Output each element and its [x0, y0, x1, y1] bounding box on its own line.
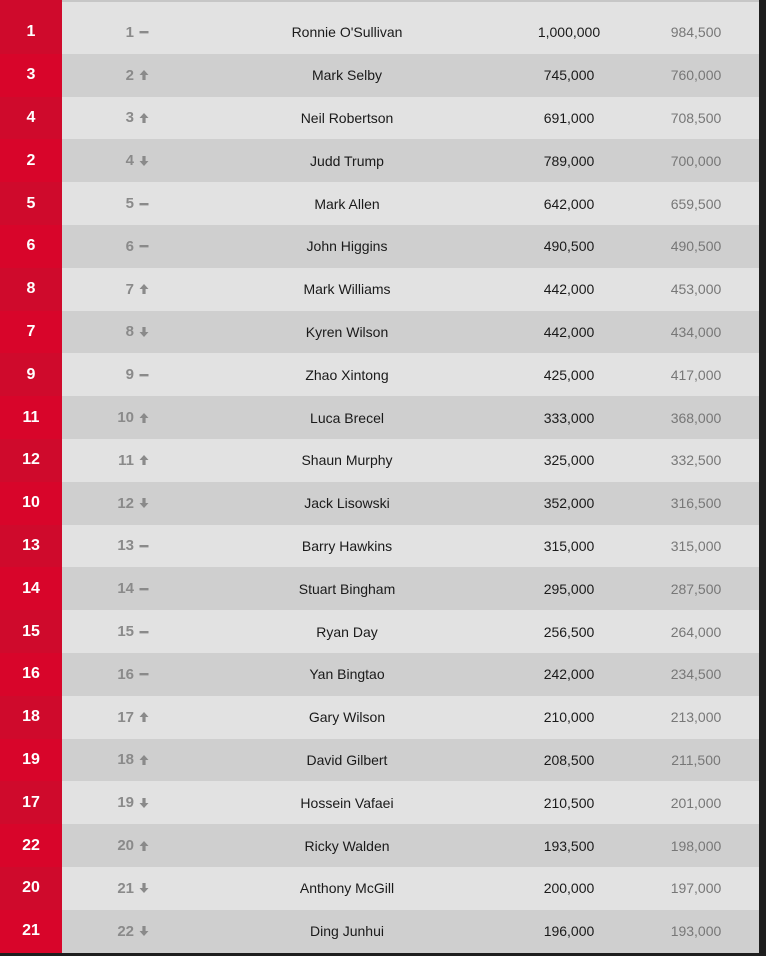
table-row[interactable]	[0, 696, 759, 739]
table-row[interactable]	[0, 867, 759, 910]
row-body	[62, 182, 759, 225]
points-primary: 333,000	[543, 409, 595, 426]
row-body	[62, 824, 759, 867]
player-name[interactable]: Hossein Vafaei	[300, 794, 394, 811]
table-row[interactable]	[0, 824, 759, 867]
table-row[interactable]	[0, 439, 759, 482]
points-secondary: 315,000	[670, 537, 722, 554]
player-name[interactable]: Barry Hawkins	[301, 537, 393, 554]
points-secondary: 332,500	[670, 452, 722, 469]
points-primary: 352,000	[543, 495, 595, 512]
position-number: 8	[125, 323, 134, 341]
previous-rank: 19	[0, 739, 62, 782]
arrow-up-icon	[138, 69, 150, 81]
table-row[interactable]	[0, 311, 759, 354]
points-secondary: 659,500	[670, 195, 722, 212]
points-primary: 242,000	[543, 666, 595, 683]
position-cell	[102, 739, 150, 782]
position-cell	[102, 11, 150, 54]
row-body	[62, 139, 759, 182]
previous-rank: 14	[0, 567, 62, 610]
arrow-down-icon	[138, 925, 150, 937]
position-cell	[102, 525, 150, 568]
previous-rank: 20	[0, 867, 62, 910]
table-row[interactable]	[0, 910, 759, 953]
table-row[interactable]	[0, 610, 759, 653]
player-name[interactable]: Kyren Wilson	[305, 323, 389, 340]
player-name[interactable]: Gary Wilson	[308, 709, 386, 726]
player-name[interactable]: Ronnie O'Sullivan	[291, 24, 403, 41]
row-body	[62, 439, 759, 482]
position-cell	[102, 910, 150, 953]
points-primary: 256,500	[543, 623, 595, 640]
arrow-up-icon	[138, 412, 150, 424]
position-number: 19	[117, 794, 134, 812]
points-primary: 196,000	[543, 923, 595, 940]
position-number: 2	[125, 66, 134, 84]
previous-rank: 22	[0, 824, 62, 867]
points-secondary: 316,500	[670, 495, 722, 512]
position-cell	[102, 97, 150, 140]
row-body	[62, 739, 759, 782]
player-name[interactable]: Mark Allen	[314, 195, 380, 212]
arrow-up-icon	[138, 840, 150, 852]
arrow-down-icon	[138, 497, 150, 509]
points-primary: 642,000	[543, 195, 595, 212]
table-row[interactable]	[0, 11, 759, 54]
position-cell	[102, 54, 150, 97]
table-row[interactable]	[0, 353, 759, 396]
row-body	[62, 268, 759, 311]
points-secondary: 453,000	[670, 281, 722, 298]
position-number: 13	[117, 537, 134, 555]
row-body	[62, 11, 759, 54]
previous-rank: 3	[0, 54, 62, 97]
position-cell	[102, 867, 150, 910]
row-body	[62, 653, 759, 696]
position-number: 12	[117, 494, 134, 512]
points-secondary: 193,000	[670, 923, 722, 940]
player-name[interactable]: Ryan Day	[316, 623, 378, 640]
player-name[interactable]: Shaun Murphy	[301, 452, 393, 469]
previous-rank: 4	[0, 97, 62, 140]
points-secondary: 417,000	[670, 366, 722, 383]
table-row[interactable]	[0, 268, 759, 311]
points-primary: 691,000	[543, 109, 595, 126]
player-name[interactable]: Yan Bingtao	[309, 666, 385, 683]
dash-icon	[138, 540, 150, 552]
position-number: 15	[117, 623, 134, 641]
player-name[interactable]: Luca Brecel	[310, 409, 384, 426]
table-row[interactable]	[0, 182, 759, 225]
row-body	[62, 396, 759, 439]
row-body	[62, 54, 759, 97]
points-secondary: 211,500	[671, 751, 721, 768]
position-cell	[102, 482, 150, 525]
position-cell	[102, 653, 150, 696]
points-secondary: 264,000	[670, 623, 722, 640]
points-secondary: 197,000	[670, 880, 722, 897]
arrow-up-icon	[138, 454, 150, 466]
previous-rank: 11	[0, 396, 62, 439]
position-number: 9	[125, 366, 134, 384]
position-number: 14	[117, 580, 134, 598]
previous-rank: 12	[0, 439, 62, 482]
player-name[interactable]: Jack Lisowski	[304, 495, 390, 512]
position-number: 11	[118, 451, 134, 469]
dash-icon	[138, 583, 150, 595]
points-primary: 1,000,000	[537, 24, 601, 41]
table-row[interactable]	[0, 739, 759, 782]
position-number: 4	[125, 152, 134, 170]
arrow-down-icon	[138, 326, 150, 338]
table-row[interactable]	[0, 225, 759, 268]
points-primary: 295,000	[543, 580, 595, 597]
previous-rank: 13	[0, 525, 62, 568]
arrow-down-icon	[138, 155, 150, 167]
points-secondary: 287,500	[670, 580, 722, 597]
previous-rank: 18	[0, 696, 62, 739]
table-row[interactable]	[0, 525, 759, 568]
position-cell	[102, 311, 150, 354]
player-name[interactable]: Neil Robertson	[300, 109, 394, 126]
table-row[interactable]	[0, 54, 759, 97]
points-secondary: 368,000	[670, 409, 722, 426]
player-name[interactable]: Judd Trump	[310, 152, 384, 169]
points-primary: 442,000	[543, 323, 595, 340]
arrow-down-icon	[138, 882, 150, 894]
arrow-up-icon	[138, 711, 150, 723]
player-name[interactable]: Anthony McGill	[299, 880, 395, 897]
position-number: 5	[125, 195, 134, 213]
points-primary: 745,000	[543, 67, 595, 84]
position-number: 21	[117, 879, 134, 897]
table-row[interactable]	[0, 396, 759, 439]
position-cell	[102, 824, 150, 867]
position-number: 20	[117, 837, 134, 855]
points-secondary: 234,500	[670, 666, 722, 683]
position-number: 22	[117, 922, 134, 940]
previous-rank: 17	[0, 781, 62, 824]
position-number: 10	[117, 409, 134, 427]
row-body	[62, 482, 759, 525]
dash-icon	[138, 26, 150, 38]
table-row[interactable]	[0, 97, 759, 140]
points-secondary: 434,000	[670, 323, 722, 340]
points-secondary: 201,000	[670, 794, 722, 811]
position-cell	[102, 182, 150, 225]
position-cell	[102, 225, 150, 268]
position-cell	[102, 610, 150, 653]
row-body	[62, 910, 759, 953]
previous-rank: 21	[0, 910, 62, 953]
position-cell	[102, 353, 150, 396]
player-name[interactable]: Ding Junhui	[310, 923, 384, 940]
points-secondary: 984,500	[670, 24, 722, 41]
player-name[interactable]: Ricky Walden	[304, 837, 390, 854]
position-cell	[102, 139, 150, 182]
arrow-up-icon	[138, 283, 150, 295]
position-number: 17	[117, 708, 134, 726]
table-row[interactable]	[0, 139, 759, 182]
player-name[interactable]: Zhao Xintong	[305, 366, 389, 383]
row-body	[62, 225, 759, 268]
position-number: 6	[125, 237, 134, 255]
player-name[interactable]: Stuart Bingham	[298, 580, 396, 597]
row-body	[62, 610, 759, 653]
table-row[interactable]	[0, 567, 759, 610]
position-cell	[102, 439, 150, 482]
previous-rank: 16	[0, 653, 62, 696]
table-row[interactable]	[0, 653, 759, 696]
points-secondary: 490,500	[670, 238, 722, 255]
row-body	[62, 525, 759, 568]
previous-rank: 9	[0, 353, 62, 396]
row-body	[62, 311, 759, 354]
points-secondary: 198,000	[670, 837, 722, 854]
points-secondary: 700,000	[670, 152, 722, 169]
previous-rank: 10	[0, 482, 62, 525]
position-number: 18	[117, 751, 134, 769]
position-cell	[102, 567, 150, 610]
points-primary: 490,500	[543, 238, 595, 255]
position-number: 16	[117, 665, 134, 683]
table-top-edge-red	[0, 0, 62, 11]
points-primary: 789,000	[543, 152, 595, 169]
previous-rank: 15	[0, 610, 62, 653]
dash-icon	[138, 240, 150, 252]
position-cell	[102, 268, 150, 311]
points-primary: 442,000	[543, 281, 595, 298]
dash-icon	[138, 668, 150, 680]
rankings-rows	[0, 11, 759, 953]
points-primary: 193,500	[543, 837, 595, 854]
previous-rank: 7	[0, 311, 62, 354]
dash-icon	[138, 369, 150, 381]
row-body	[62, 781, 759, 824]
player-name[interactable]: Mark Williams	[303, 281, 391, 298]
position-cell	[102, 696, 150, 739]
table-top-edge	[62, 0, 759, 11]
points-secondary: 760,000	[670, 67, 722, 84]
points-primary: 210,000	[543, 709, 595, 726]
row-body	[62, 97, 759, 140]
row-body	[62, 867, 759, 910]
points-secondary: 213,000	[670, 709, 722, 726]
table-row[interactable]	[0, 781, 759, 824]
dash-icon	[138, 198, 150, 210]
previous-rank: 8	[0, 268, 62, 311]
player-name[interactable]: David Gilbert	[306, 751, 388, 768]
points-primary: 210,500	[543, 794, 595, 811]
points-primary: 315,000	[543, 537, 595, 554]
previous-rank: 5	[0, 182, 62, 225]
points-primary: 200,000	[543, 880, 595, 897]
arrow-up-icon	[138, 754, 150, 766]
previous-rank: 1	[0, 11, 62, 54]
player-name[interactable]: John Higgins	[306, 238, 388, 255]
position-number: 1	[125, 23, 134, 41]
dash-icon	[138, 626, 150, 638]
player-name[interactable]: Mark Selby	[311, 67, 383, 84]
table-row[interactable]	[0, 482, 759, 525]
previous-rank: 6	[0, 225, 62, 268]
points-primary: 325,000	[543, 452, 595, 469]
previous-rank: 2	[0, 139, 62, 182]
position-cell	[102, 396, 150, 439]
points-primary: 425,000	[543, 366, 595, 383]
position-number: 3	[125, 109, 134, 127]
points-secondary: 708,500	[670, 109, 722, 126]
row-body	[62, 353, 759, 396]
arrow-down-icon	[138, 797, 150, 809]
row-body	[62, 567, 759, 610]
position-number: 7	[125, 280, 134, 298]
row-body	[62, 696, 759, 739]
position-cell	[102, 781, 150, 824]
points-primary: 208,500	[543, 751, 595, 768]
arrow-up-icon	[138, 112, 150, 124]
